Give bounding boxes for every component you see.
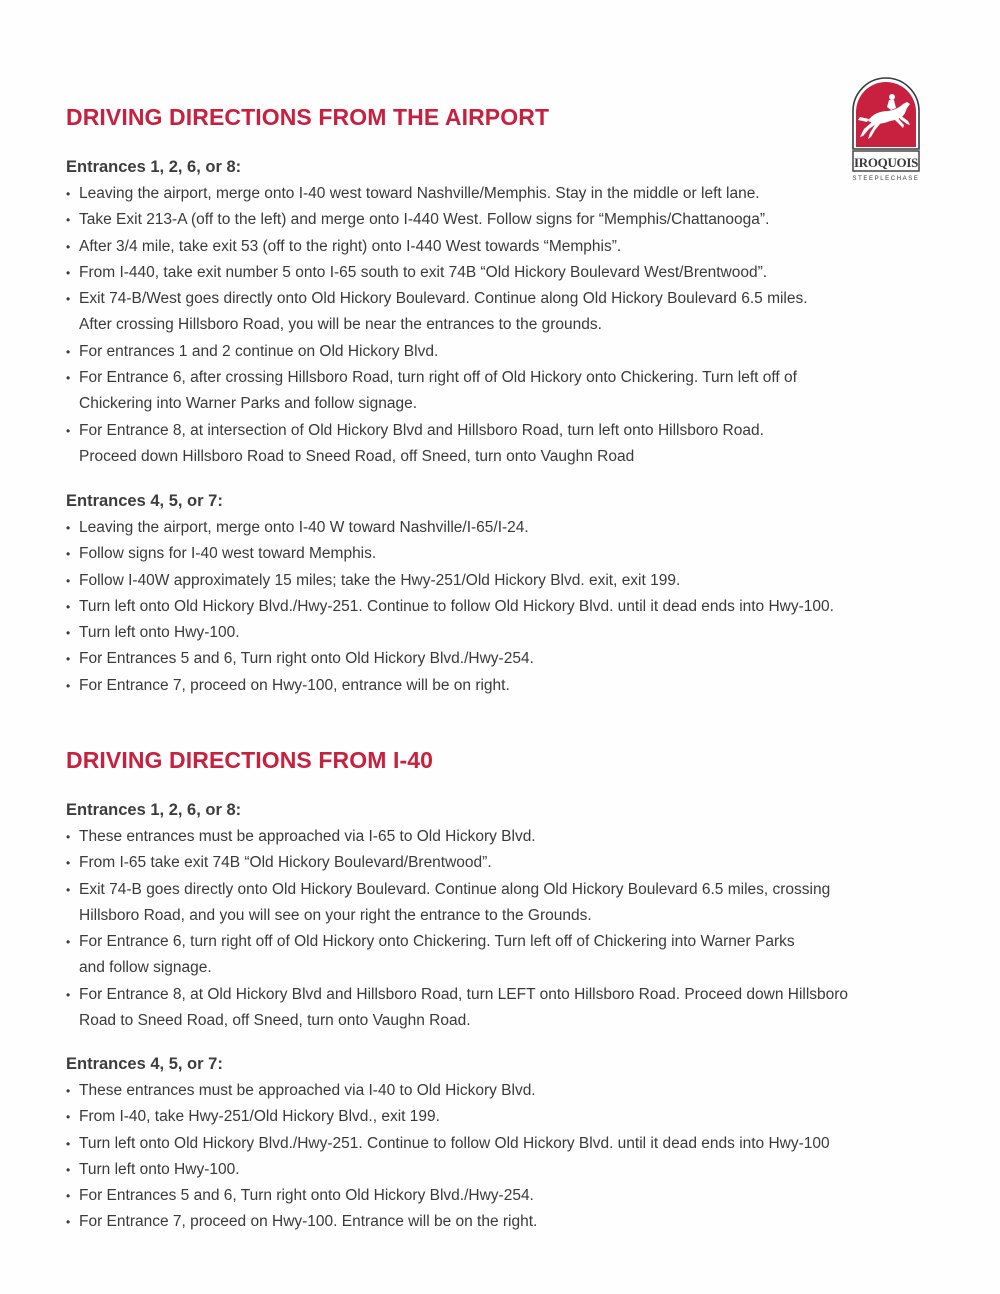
directions-list — [66, 181, 946, 470]
list-item: • For Entrance 7, proceed on Hwy-100, entrance will be on right. — [66, 673, 946, 699]
group-heading: Entrances 4, 5, or 7: — [66, 492, 223, 510]
list-item: • Turn left onto Hwy-100. — [66, 1157, 946, 1183]
list-item: • Turn left onto Old Hickory Blvd./Hwy-251. Continue to follow Old Hickory Blvd. until it dead ends into Hwy-100 — [66, 1131, 946, 1157]
list-item: • For Entrance 6, turn right off of Old Hickory onto Chickering. Turn left off of Chickering into Warner Parks and follow signage. — [66, 929, 946, 982]
list-item: • Follow signs for I-40 west toward Memphis. — [66, 541, 946, 567]
list-item: • For Entrances 5 and 6, Turn right onto Old Hickory Blvd./Hwy-254. — [66, 646, 946, 672]
group-entrances-1-2-6-8 — [66, 800, 946, 1034]
list-item: • These entrances must be approached via I-65 to Old Hickory Blvd. — [66, 824, 946, 850]
list-item: • Turn left onto Old Hickory Blvd./Hwy-251. Continue to follow Old Hickory Blvd. until it dead ends into Hwy-100. — [66, 594, 946, 620]
list-item: • Exit 74-B goes directly onto Old Hickory Boulevard. Continue along Old Hickory Boulevard 6.5 miles, crossing Hillsboro Road, and you will see on your right the entrance to the Grounds. — [66, 877, 946, 930]
list-item: • Take Exit 213-A (off to the left) and merge onto I-440 West. Follow signs for “Memphis/Chattanooga”. — [66, 207, 946, 233]
group-entrances-1-2-6-8 — [66, 157, 946, 470]
list-item: • Follow I-40W approximately 15 miles; take the Hwy-251/Old Hickory Blvd. exit, exit 199. — [66, 568, 946, 594]
list-item: • Turn left onto Hwy-100. — [66, 620, 946, 646]
logo-wordmark: IROQUOIS — [853, 155, 919, 170]
list-item: • For Entrance 8, at Old Hickory Blvd and Hillsboro Road, turn LEFT onto Hillsboro Road. Proceed down Hillsboro Road to Sneed Road, off Sneed, turn onto Vaughn Road. — [66, 982, 946, 1035]
list-item: • Leaving the airport, merge onto I-40 west toward Nashville/Memphis. Stay in the middle or left lane. — [66, 181, 946, 207]
list-item: • For Entrance 6, after crossing Hillsboro Road, turn right off of Old Hickory onto Chickering. Turn left off of Chickering into Warner Parks and follow signage. — [66, 365, 946, 418]
group-entrances-4-5-7 — [66, 491, 946, 699]
list-item: • Exit 74-B/West goes directly onto Old Hickory Boulevard. Continue along Old Hickory Boulevard 6.5 miles. After crossing Hillsboro Road, you will be near the entrances to the grounds. — [66, 286, 946, 339]
list-item: • After 3/4 mile, take exit 53 (off to the right) onto I-440 West towards “Memphis”. — [66, 234, 946, 260]
section-from-i40 — [66, 745, 946, 1231]
group-heading: Entrances 1, 2, 6, or 8: — [66, 158, 242, 176]
list-item: • These entrances must be approached via I-40 to Old Hickory Blvd. — [66, 1078, 946, 1104]
list-item: • For entrances 1 and 2 continue on Old Hickory Blvd. — [66, 339, 946, 365]
group-heading: Entrances 4, 5, or 7: — [66, 1055, 223, 1073]
list-item: • For Entrance 7, proceed on Hwy-100. Entrance will be on the right. — [66, 1209, 946, 1235]
logo-subtitle: STEEPLECHASE — [852, 176, 920, 182]
list-item: • For Entrances 5 and 6, Turn right onto Old Hickory Blvd./Hwy-254. — [66, 1183, 946, 1209]
list-item: • From I-440, take exit number 5 onto I-65 south to exit 74B “Old Hickory Boulevard West/Brentwood”. — [66, 260, 946, 286]
list-item: • From I-65 take exit 74B “Old Hickory Boulevard/Brentwood”. — [66, 850, 946, 876]
group-entrances-4-5-7 — [66, 1054, 946, 1236]
list-item: • Leaving the airport, merge onto I-40 W toward Nashville/I-65/I-24. — [66, 515, 946, 541]
group-heading: Entrances 1, 2, 6, or 8: — [66, 801, 242, 819]
directions-list — [66, 1078, 946, 1236]
section-title: DRIVING DIRECTIONS FROM I-40 — [66, 747, 433, 773]
list-item: • For Entrance 8, at intersection of Old Hickory Blvd and Hillsboro Road, turn left onto Hillsboro Road. Proceed down Hillsboro Road to Sneed Road, off Sneed, turn onto Vaughn Road — [66, 418, 946, 471]
list-item: • From I-40, take Hwy-251/Old Hickory Blvd., exit 199. — [66, 1104, 946, 1130]
directions-list — [66, 824, 946, 1034]
section-title: DRIVING DIRECTIONS FROM THE AIRPORT — [66, 104, 550, 130]
directions-list — [66, 515, 946, 699]
